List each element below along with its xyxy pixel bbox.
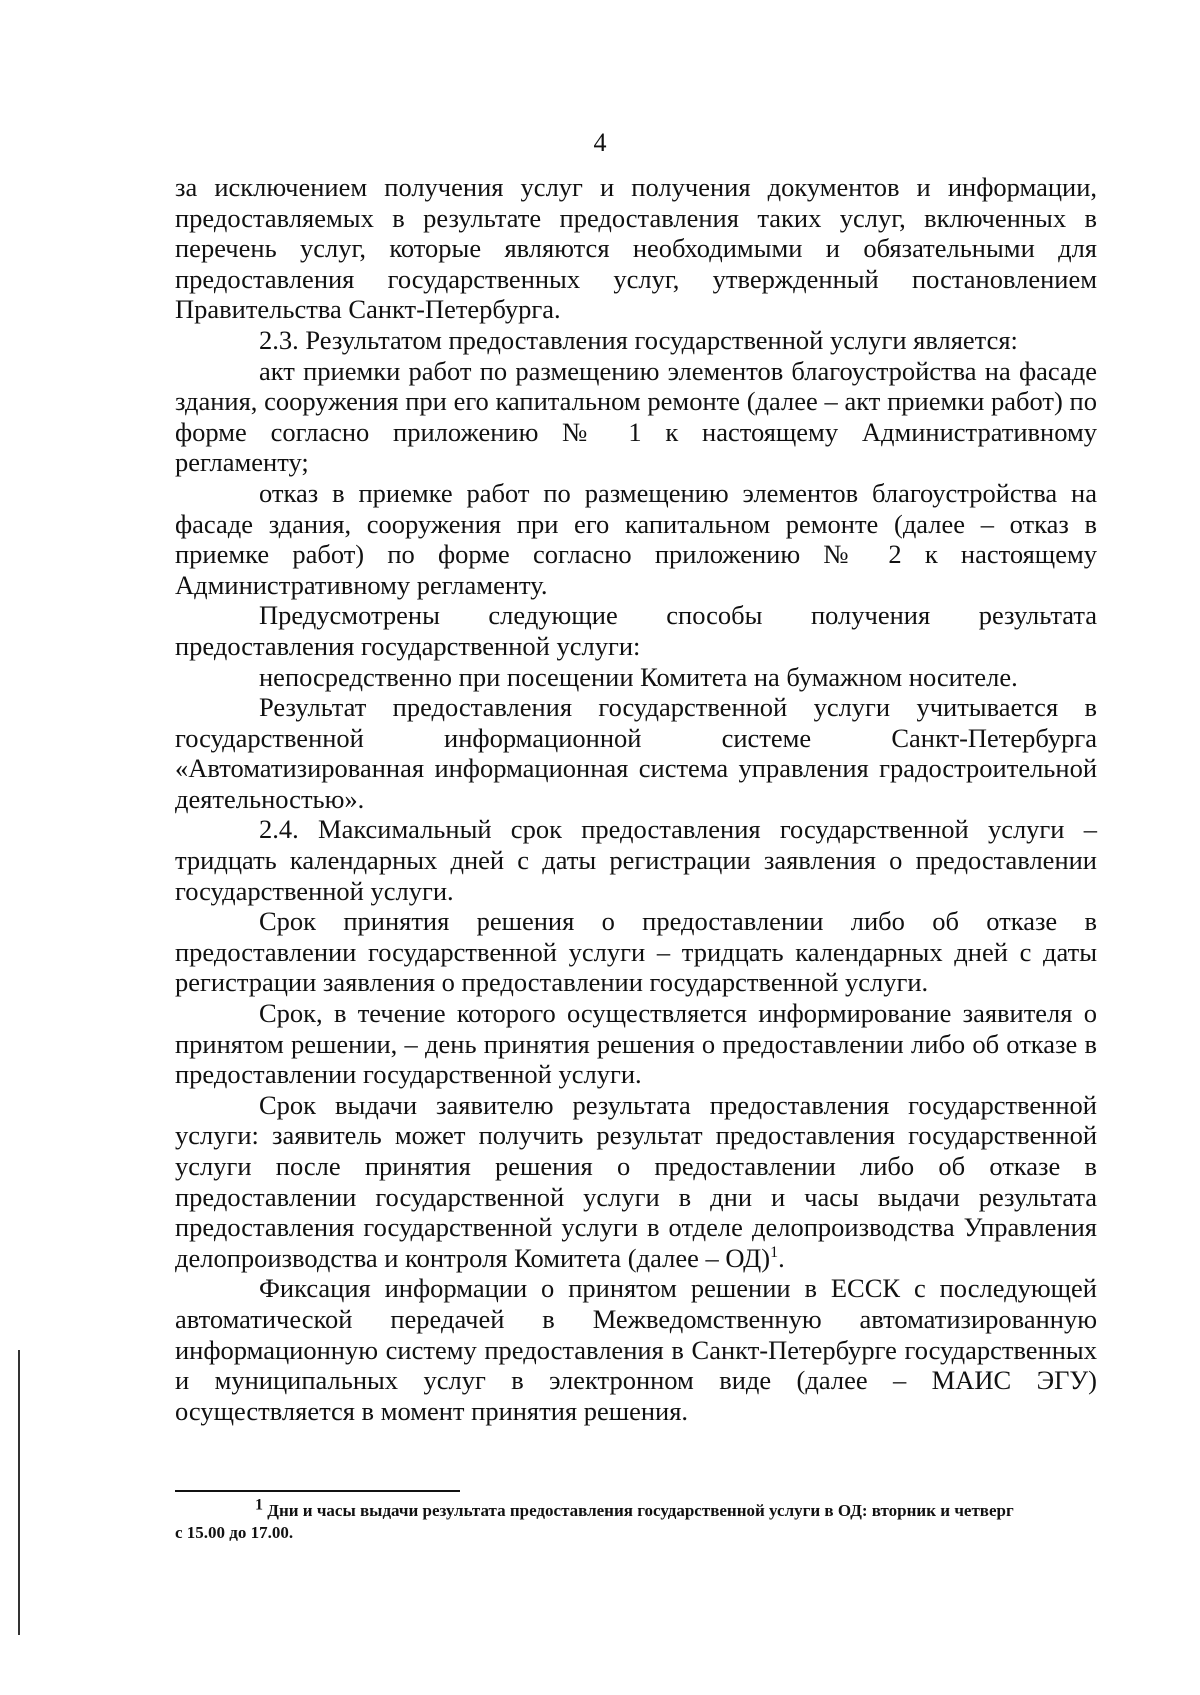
footnote [175, 1496, 1097, 1544]
footnote-reference: 1 [770, 1243, 779, 1261]
document-body [175, 172, 1097, 1426]
footnote-separator [175, 1490, 460, 1492]
paragraph-11-text: Срок выдачи заявителю результата предоставления государственной услуги: заявитель может получить результат предоставления государственной услуги после принятия решения о предоставлении либо об отказе в предоставлении государственной услуги в дни и часы выдачи результата предоставления государственной услуги в отделе делопроизводства Управления делопроизводства и контроля Комитета (далее – ОД) [175, 1089, 1097, 1273]
paragraph-11-end: . [778, 1242, 785, 1273]
paragraph-4: отказ в приемке работ по размещению элементов благоустройства на фасаде здания, сооружения при его капитальном ремонте (далее – отказ в приемке работ) по форме согласно приложению № 2 к настоящему Административному регламенту. [175, 477, 1097, 600]
footnote-text-1: Дни и часы выдачи результата предоставления государственной услуги в ОД: вторник и четверг [267, 1501, 1014, 1520]
paragraph-7: Результат предоставления государственной услуги учитывается в государственной информационной системе Санкт-Петербурга «Автоматизированная информационная система управления градостроительной деятельностью». [175, 692, 1097, 814]
paragraph-9: Срок принятия решения о предоставлении либо об отказе в предоставлении государственной услуги – тридцать календарных дней с даты регистрации заявления о предоставлении государственной услуги. [175, 906, 1097, 998]
paragraph-10: Срок, в течение которого осуществляется информирование заявителя о принятом решении, – день принятия решения о предоставлении либо об отказе в предоставлении государственной услуги. [175, 998, 1097, 1090]
paragraph-12: Фиксация информации о принятом решении в ЕССК с последующей автоматической передачей в Межведомственную автоматизированную информационную систему предоставления в Санкт-Петербурге государственных и муниципальных услуг в электронном виде (далее – МАИС ЭГУ) осуществляется в момент принятия решения. [175, 1273, 1097, 1426]
paragraph-11 [175, 1090, 1097, 1274]
paragraph-5: Предусмотрены следующие способы получения результата предоставления государственной услуги: [175, 600, 1097, 661]
paragraph-2: 2.3. Результатом предоставления государственной услуги является: [259, 324, 1018, 355]
footnote-line-1 [175, 1496, 1097, 1522]
page-number: 4 [593, 128, 607, 157]
scan-margin-line [18, 1350, 20, 1635]
paragraph-6: непосредственно при посещении Комитета на бумажном носителе. [259, 661, 1018, 692]
paragraph-8: 2.4. Максимальный срок предоставления государственной услуги – тридцать календарных дней с даты регистрации заявления о предоставлении государственной услуги. [175, 814, 1097, 906]
footnote-marker: 1 [255, 1496, 263, 1514]
paragraph-3: акт приемки работ по размещению элементов благоустройства на фасаде здания, сооружения при его капитальном ремонте (далее – акт приемки работ) по форме согласно приложению № 1 к настоящему Административному регламенту; [175, 355, 1097, 478]
paragraph-1: за исключением получения услуг и получения документов и информации, предоставляемых в результате предоставления таких услуг, включенных в перечень услуг, которые являются необходимыми и обязательными для предоставления государственных услуг, утвержденный постановлением Правительства Санкт-Петербурга. [175, 172, 1097, 325]
footnote-text-2: с 15.00 до 17.00. [175, 1523, 294, 1542]
